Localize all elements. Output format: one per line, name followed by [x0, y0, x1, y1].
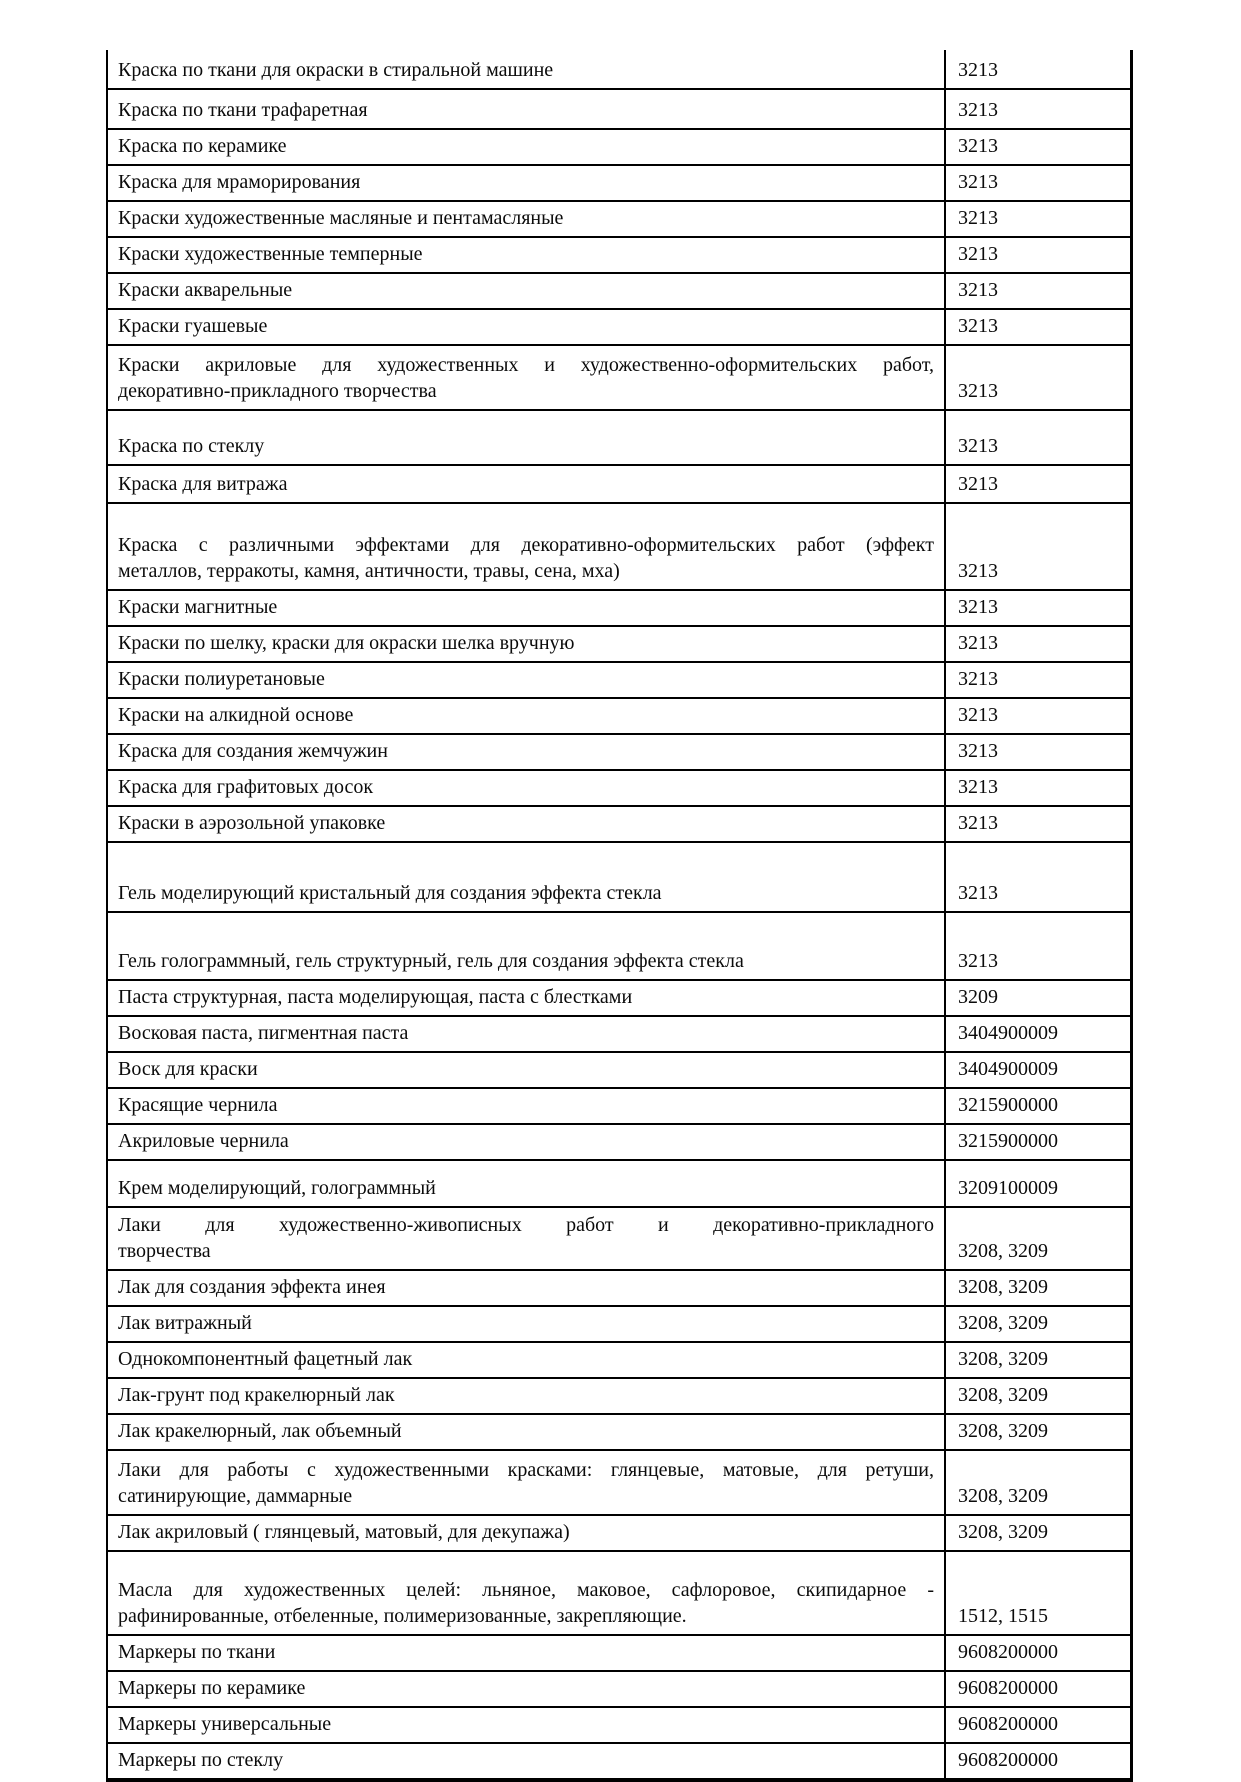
table-row: [108, 663, 1130, 699]
code-value: 9608200000: [958, 1677, 1058, 1699]
product-name-line: Краски магнитные: [118, 596, 278, 618]
product-name-line: Краска для создания жемчужин: [118, 740, 388, 762]
code-cell: [946, 90, 1130, 128]
product-name-cell: [108, 807, 946, 841]
product-name-line: Краски акварельные: [118, 279, 293, 301]
product-name-cell: [108, 274, 946, 308]
code-value: 3208, 3209: [958, 1485, 1048, 1507]
product-name-line: Гель голограммный, гель структурный, гель для создания эффекта стекла: [118, 950, 744, 972]
table-row: [108, 50, 1130, 90]
product-name-line: Паста структурная, паста моделирующая, паста с блестками: [118, 986, 633, 1008]
product-name-line: Лак акриловый ( глянцевый, матовый, для декупажа): [118, 1521, 570, 1543]
code-value: 3213: [958, 380, 998, 402]
table-row: [108, 1208, 1130, 1271]
table-row: [108, 238, 1130, 274]
product-name-cell: [108, 591, 946, 625]
code-cell: [946, 699, 1130, 733]
code-cell: [946, 411, 1130, 464]
code-value: 3213: [958, 171, 998, 193]
product-name-cell: [108, 1053, 946, 1087]
product-name-cell: [108, 1552, 946, 1634]
code-value: 3213: [958, 560, 998, 582]
table-row: [108, 274, 1130, 310]
product-name-line: Краски по шелку, краски для окраски шелка вручную: [118, 632, 575, 654]
table-row: [108, 1744, 1130, 1778]
product-name-line: сатинирующие, даммарные: [118, 1485, 353, 1507]
product-name-line: Краска по ткани для окраски в стиральной машине: [118, 59, 554, 81]
product-name-line: Краски на алкидной основе: [118, 704, 354, 726]
product-name-cell: [108, 466, 946, 502]
code-value: 3213: [958, 279, 998, 301]
product-name-cell: [108, 1672, 946, 1706]
table-row: [108, 504, 1130, 591]
product-name-line: Красящие чернила: [118, 1094, 278, 1116]
product-name-line: Краски художественные масляные и пентамасляные: [118, 207, 564, 229]
table-row: [108, 1672, 1130, 1708]
code-cell: [946, 1271, 1130, 1305]
code-cell: [946, 1343, 1130, 1377]
code-cell: [946, 1744, 1130, 1778]
product-name-cell: [108, 1636, 946, 1670]
table-row: [108, 591, 1130, 627]
code-value: 3208, 3209: [958, 1384, 1048, 1406]
product-name-line: Масла для художественных целей: льняное, маковое, сафлоровое, скипидарное -: [118, 1579, 934, 1601]
code-cell: [946, 1708, 1130, 1742]
table-row: [108, 1271, 1130, 1307]
code-value: 3213: [958, 632, 998, 654]
code-value: 3213: [958, 435, 998, 457]
code-value: 3213: [958, 740, 998, 762]
product-name-cell: [108, 1307, 946, 1341]
code-cell: [946, 1379, 1130, 1413]
product-codes-table: [106, 50, 1133, 1782]
table-row: [108, 1089, 1130, 1125]
product-name-line: Лаки для художественно-живописных работ и декоративно-прикладного: [118, 1214, 934, 1236]
product-name-line: Краска по ткани трафаретная: [118, 99, 368, 121]
table-row: [108, 627, 1130, 663]
product-name-line: Гель моделирующий кристальный для создания эффекта стекла: [118, 882, 662, 904]
product-name-line: Лак кракелюрный, лак объемный: [118, 1420, 402, 1442]
code-value: 9608200000: [958, 1749, 1058, 1771]
code-value: 3213: [958, 243, 998, 265]
table-row: [108, 771, 1130, 807]
product-name-cell: [108, 1208, 946, 1269]
product-name-line: Краски гуашевые: [118, 315, 268, 337]
code-cell: [946, 1017, 1130, 1051]
product-name-line: Краски в аэрозольной упаковке: [118, 812, 386, 834]
product-name-cell: [108, 1415, 946, 1449]
product-name-line: декоративно-прикладного творчества: [118, 380, 437, 402]
product-name-cell: [108, 1451, 946, 1514]
table-row: [108, 1708, 1130, 1744]
code-value: 3208, 3209: [958, 1420, 1048, 1442]
product-name-line: Краска по керамике: [118, 135, 287, 157]
code-value: 3215900000: [958, 1094, 1058, 1116]
product-name-line: Лак для создания эффекта инея: [118, 1276, 386, 1298]
code-value: 9608200000: [958, 1641, 1058, 1663]
product-name-line: Лаки для работы с художественными красками: глянцевые, матовые, для ретуши,: [118, 1459, 934, 1481]
code-value: 3208, 3209: [958, 1348, 1048, 1370]
table-row: [108, 1451, 1130, 1516]
table-row: [108, 202, 1130, 238]
code-cell: [946, 1307, 1130, 1341]
product-name-line: Маркеры по стеклу: [118, 1749, 284, 1771]
product-name-line: Краска по стеклу: [118, 435, 265, 457]
code-value: 3213: [958, 950, 998, 972]
product-name-cell: [108, 1379, 946, 1413]
code-cell: [946, 1053, 1130, 1087]
code-cell: [946, 202, 1130, 236]
table-row: [108, 411, 1130, 466]
product-name-cell: [108, 843, 946, 911]
product-name-line: Краски акриловые для художественных и художественно-оформительских работ,: [118, 354, 934, 376]
code-cell: [946, 310, 1130, 344]
code-value: 3208, 3209: [958, 1240, 1048, 1262]
table-row: [108, 466, 1130, 504]
code-value: 3213: [958, 776, 998, 798]
product-name-cell: [108, 1161, 946, 1206]
product-name-line: Маркеры универсальные: [118, 1713, 332, 1735]
code-cell: [946, 1125, 1130, 1159]
code-value: 3213: [958, 99, 998, 121]
code-cell: [946, 663, 1130, 697]
product-name-cell: [108, 981, 946, 1015]
product-name-line: Краска для витража: [118, 473, 288, 495]
code-value: 3209100009: [958, 1177, 1058, 1199]
table-row: [108, 913, 1130, 981]
code-cell: [946, 504, 1130, 589]
product-name-cell: [108, 411, 946, 464]
product-name-cell: [108, 202, 946, 236]
code-cell: [946, 771, 1130, 805]
table-row: [108, 1343, 1130, 1379]
product-name-cell: [108, 346, 946, 409]
code-cell: [946, 627, 1130, 661]
product-name-line: Восковая паста, пигментная паста: [118, 1022, 409, 1044]
product-name-cell: [108, 310, 946, 344]
product-name-cell: [108, 504, 946, 589]
product-name-cell: [108, 1125, 946, 1159]
code-cell: [946, 807, 1130, 841]
code-cell: [946, 913, 1130, 979]
product-name-line: Краска с различными эффектами для декоративно-оформительских работ (эффект: [118, 534, 934, 556]
code-value: 3208, 3209: [958, 1312, 1048, 1334]
code-value: 3213: [958, 315, 998, 337]
product-name-line: рафинированные, отбеленные, полимеризованные, закрепляющие.: [118, 1605, 687, 1627]
table-row: [108, 130, 1130, 166]
product-name-cell: [108, 1516, 946, 1550]
code-value: 3213: [958, 882, 998, 904]
product-name-cell: [108, 627, 946, 661]
product-name-cell: [108, 771, 946, 805]
product-name-cell: [108, 1017, 946, 1051]
product-name-cell: [108, 1744, 946, 1778]
product-name-cell: [108, 735, 946, 769]
code-cell: [946, 843, 1130, 911]
table-row: [108, 1516, 1130, 1552]
code-cell: [946, 166, 1130, 200]
product-name-line: Краски художественные темперные: [118, 243, 423, 265]
table-row: [108, 346, 1130, 411]
code-value: 3213: [958, 812, 998, 834]
code-value: 1512, 1515: [958, 1605, 1048, 1627]
code-value: 9608200000: [958, 1713, 1058, 1735]
code-value: 3208, 3209: [958, 1276, 1048, 1298]
product-name-cell: [108, 913, 946, 979]
table-row: [108, 1307, 1130, 1343]
table-row: [108, 310, 1130, 346]
product-name-line: Краска для мраморирования: [118, 171, 361, 193]
code-cell: [946, 1451, 1130, 1514]
code-cell: [946, 346, 1130, 409]
table-row: [108, 1552, 1130, 1636]
table-row: [108, 1415, 1130, 1451]
table-row: [108, 1379, 1130, 1415]
product-name-cell: [108, 1271, 946, 1305]
product-name-line: Маркеры по ткани: [118, 1641, 276, 1663]
code-cell: [946, 130, 1130, 164]
table-row: [108, 1053, 1130, 1089]
product-name-cell: [108, 50, 946, 88]
code-value: 3213: [958, 59, 998, 81]
table-row: [108, 166, 1130, 202]
product-name-line: творчества: [118, 1240, 211, 1262]
code-cell: [946, 1161, 1130, 1206]
product-name-cell: [108, 663, 946, 697]
product-name-line: Маркеры по керамике: [118, 1677, 306, 1699]
product-name-cell: [108, 1708, 946, 1742]
code-value: 3208, 3209: [958, 1521, 1048, 1543]
code-cell: [946, 735, 1130, 769]
table-row: [108, 1017, 1130, 1053]
table-row: [108, 735, 1130, 771]
product-name-line: металлов, терракоты, камня, античности, травы, сена, мха): [118, 560, 620, 582]
code-value: 3215900000: [958, 1130, 1058, 1152]
product-name-line: Краски полиуретановые: [118, 668, 325, 690]
code-cell: [946, 1089, 1130, 1123]
table-row: [108, 90, 1130, 130]
code-cell: [946, 981, 1130, 1015]
code-value: 3213: [958, 473, 998, 495]
code-value: 3213: [958, 668, 998, 690]
code-value: 3404900009: [958, 1058, 1058, 1080]
table-row: [108, 1636, 1130, 1672]
code-cell: [946, 50, 1130, 88]
code-cell: [946, 591, 1130, 625]
code-value: 3213: [958, 207, 998, 229]
table-row: [108, 699, 1130, 735]
code-cell: [946, 466, 1130, 502]
product-name-cell: [108, 1089, 946, 1123]
product-name-line: Лак-грунт под кракелюрный лак: [118, 1384, 395, 1406]
table-row: [108, 1125, 1130, 1161]
product-name-cell: [108, 238, 946, 272]
code-cell: [946, 1552, 1130, 1634]
code-value: 3404900009: [958, 1022, 1058, 1044]
table-row: [108, 1161, 1130, 1208]
code-value: 3213: [958, 596, 998, 618]
product-name-line: Однокомпонентный фацетный лак: [118, 1348, 413, 1370]
code-cell: [946, 1208, 1130, 1269]
product-name-line: Лак витражный: [118, 1312, 252, 1334]
product-name-cell: [108, 699, 946, 733]
product-name-line: Краска для графитовых досок: [118, 776, 374, 798]
code-cell: [946, 238, 1130, 272]
product-name-cell: [108, 166, 946, 200]
code-cell: [946, 274, 1130, 308]
code-cell: [946, 1415, 1130, 1449]
code-value: 3213: [958, 704, 998, 726]
product-name-line: Воск для краски: [118, 1058, 258, 1080]
code-cell: [946, 1516, 1130, 1550]
product-name-cell: [108, 130, 946, 164]
code-cell: [946, 1672, 1130, 1706]
product-name-cell: [108, 90, 946, 128]
table-row: [108, 843, 1130, 913]
code-cell: [946, 1636, 1130, 1670]
product-name-line: Крем моделирующий, голограммный: [118, 1177, 436, 1199]
table-row: [108, 981, 1130, 1017]
product-name-line: Акриловые чернила: [118, 1130, 289, 1152]
product-name-cell: [108, 1343, 946, 1377]
table-row: [108, 807, 1130, 843]
code-value: 3209: [958, 986, 998, 1008]
code-value: 3213: [958, 135, 998, 157]
